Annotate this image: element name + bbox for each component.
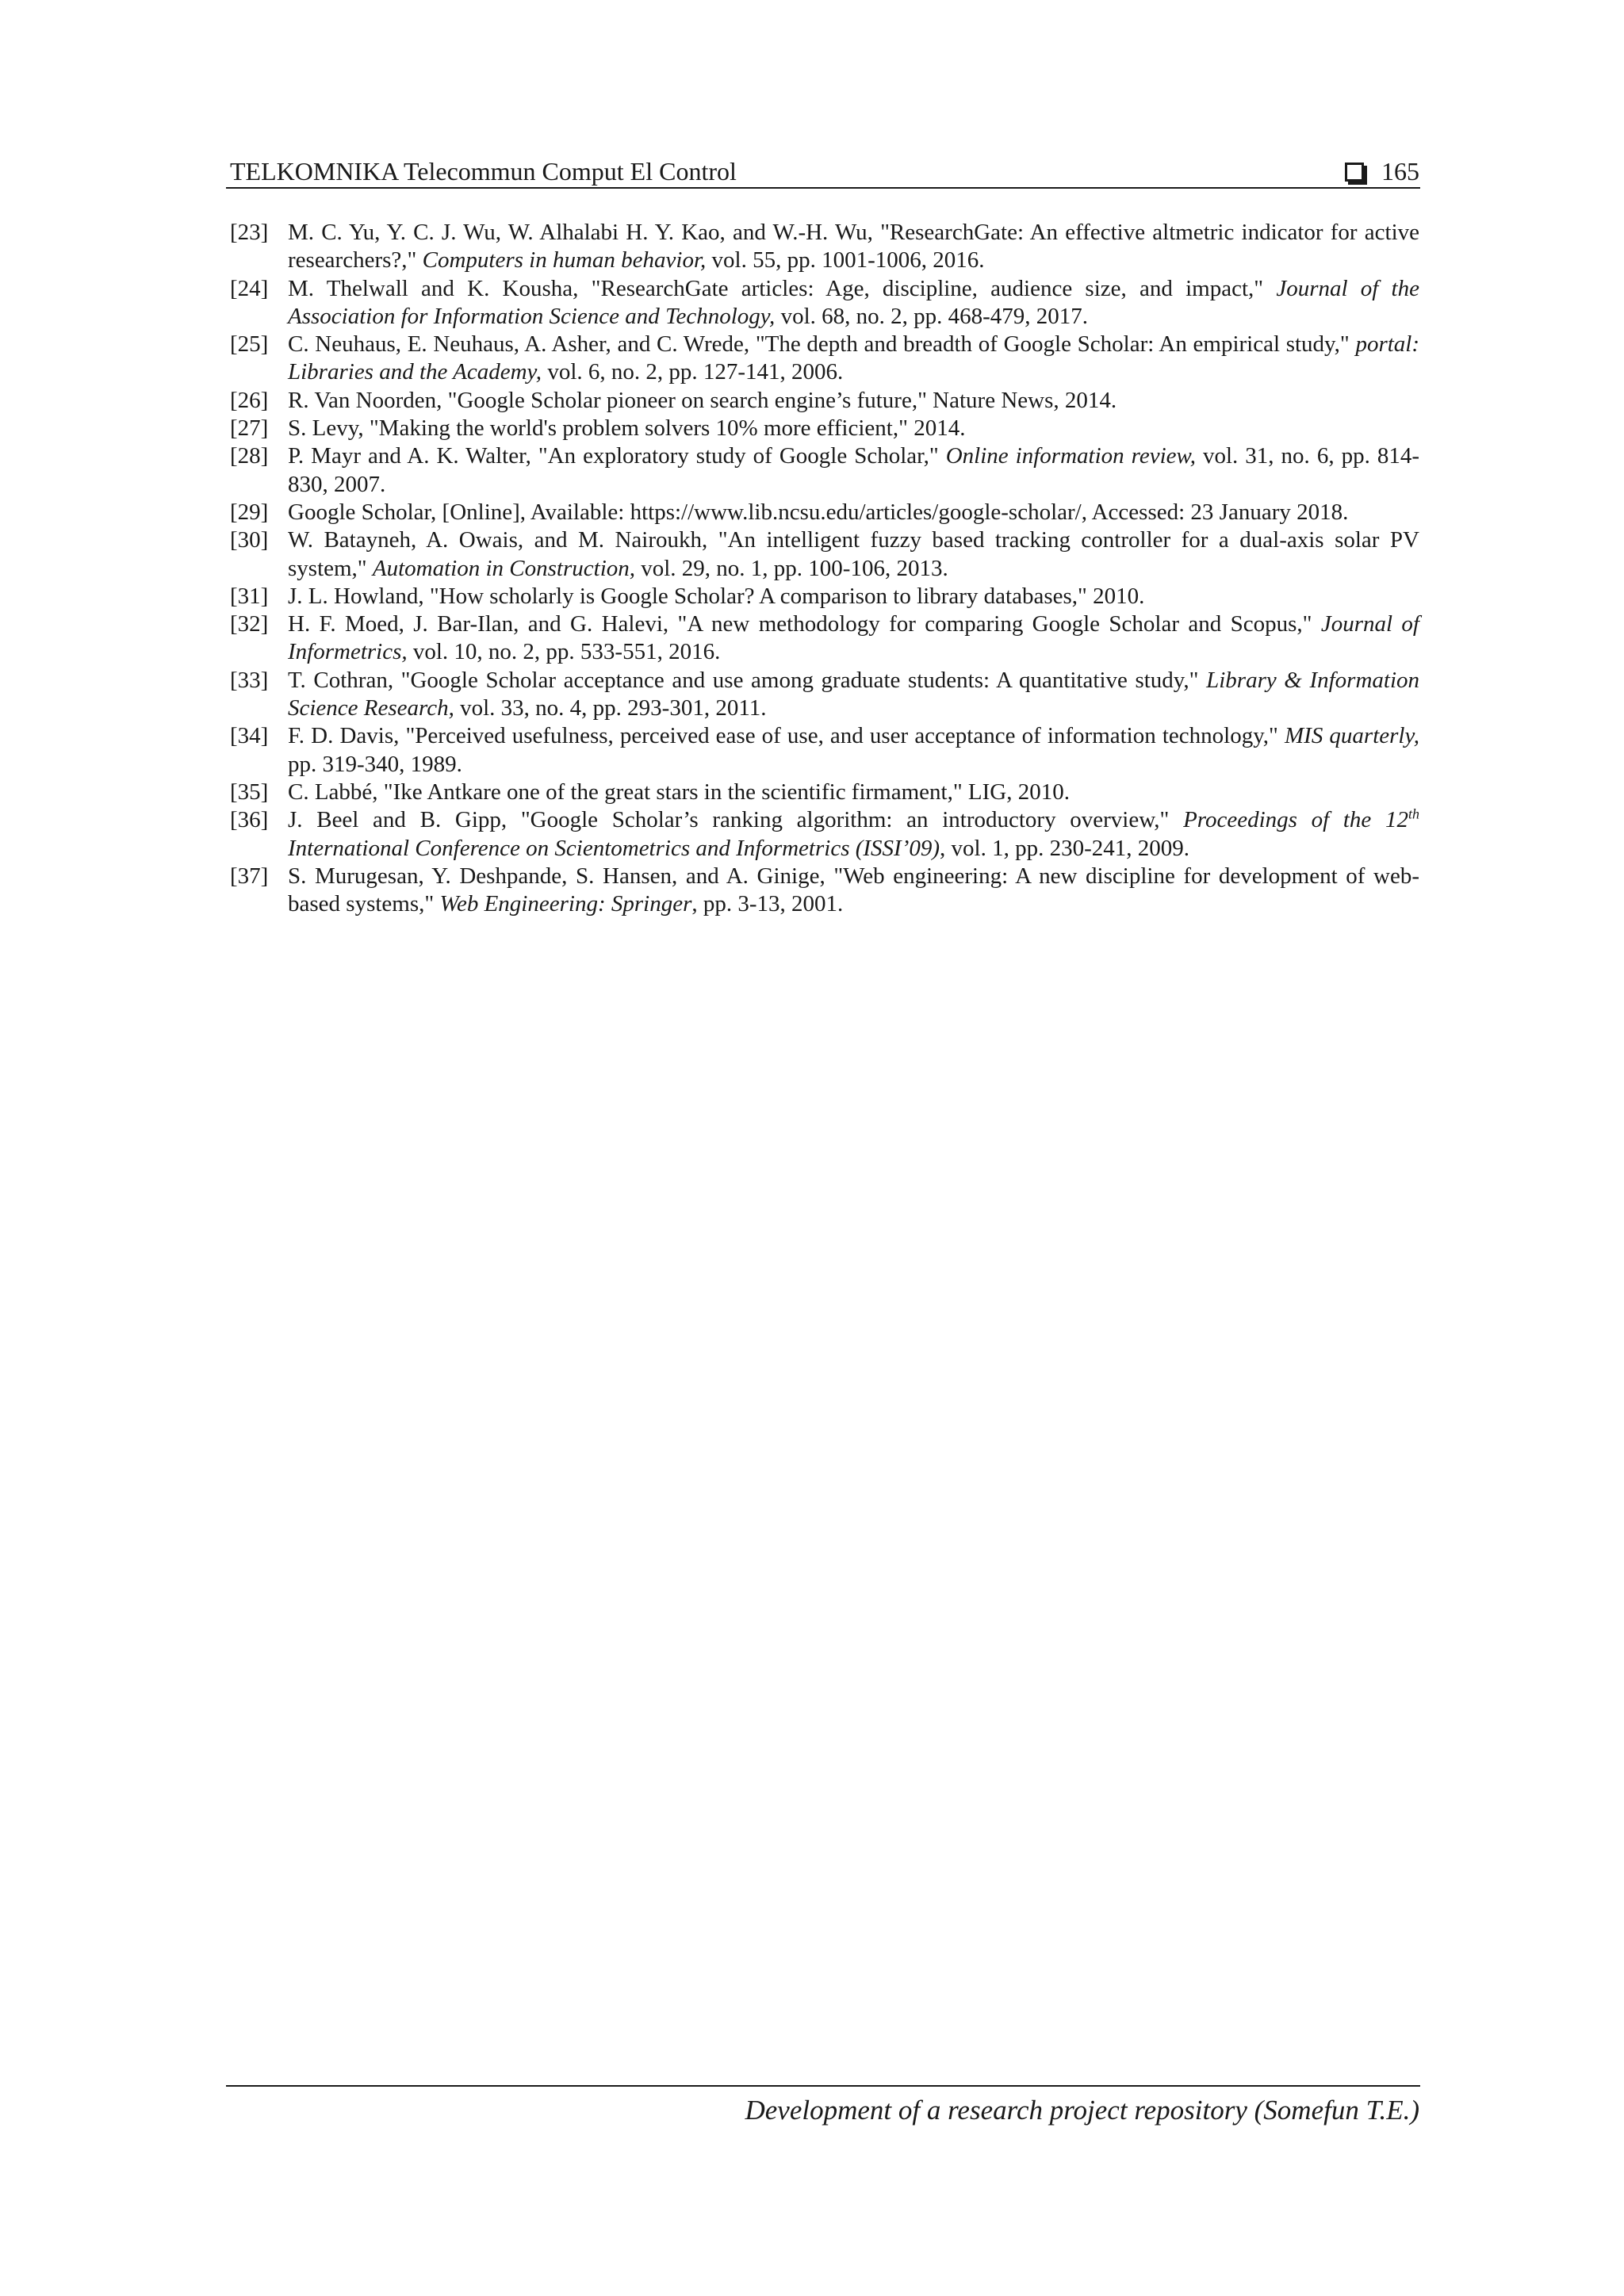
reference-source: Proceedings of the 12 [1183, 807, 1408, 833]
reference-number: [35] [230, 779, 269, 805]
reference-source: Web Engineering: Springer [439, 891, 692, 917]
reference-item [230, 583, 1419, 610]
journal-title: TELKOMNIKA Telecommun Comput El Control [230, 157, 737, 186]
reference-number: [25] [230, 331, 269, 358]
reference-details: vol. 55, pp. 1001-1006, 2016. [706, 247, 985, 274]
reference-source: Online information review, [945, 443, 1196, 469]
reference-item [230, 442, 1419, 499]
checkbox-square-icon [1345, 163, 1364, 182]
reference-text: J. Beel and B. Gipp, "Google Scholar’s ranking algorithm: an introductory overview," [288, 807, 1184, 833]
reference-details: vol. 33, no. 4, pp. 293-301, 2011. [454, 695, 767, 721]
reference-details: , vol. 1, pp. 230-241, 2009. [940, 835, 1189, 861]
reference-text: W. Batayneh, A. Owais, and M. Nairoukh, "An intelligent fuzzy based tracking controller for a dual-axis solar PV system," [288, 527, 1419, 581]
reference-number: [23] [230, 220, 269, 245]
reference-text: S. Murugesan, Y. Deshpande, S. Hansen, and A. Ginige, "Web engineering: A new discipline for development of web-based systems," [288, 863, 1419, 917]
reference-item [230, 526, 1419, 583]
reference-text: J. L. Howland, "How scholarly is Google Scholar? A comparison to library databases," 2010. [288, 583, 1145, 609]
reference-source-cont: International Conference on Scientometrics and Informetrics (ISSI’09) [288, 835, 940, 861]
reference-number: [27] [230, 415, 269, 442]
reference-number: [34] [230, 723, 269, 749]
page-number-block [1345, 155, 1419, 187]
reference-source: Journal of the Association for Information Science and Technology, [288, 275, 1419, 329]
reference-item [230, 331, 1419, 387]
page-number: 165 [1381, 157, 1419, 186]
reference-item [230, 863, 1419, 919]
reference-number: [29] [230, 499, 269, 525]
reference-item [230, 415, 1419, 442]
reference-details: vol. 6, no. 2, pp. 127-141, 2006. [542, 359, 844, 385]
reference-item [230, 722, 1419, 779]
reference-text: C. Neuhaus, E. Neuhaus, A. Asher, and C. Wrede, "The depth and breadth of Google Scholar: An empirical study," [288, 331, 1356, 358]
reference-source: portal: Libraries and the Academy, [288, 331, 1419, 385]
reference-item [230, 779, 1419, 806]
reference-source: Library & Information Science Research, [288, 667, 1419, 721]
reference-number: [31] [230, 583, 269, 609]
reference-number: [33] [230, 667, 269, 693]
reference-text: P. Mayr and A. K. Walter, "An exploratory study of Google Scholar," [288, 443, 946, 469]
reference-number: [30] [230, 527, 269, 553]
header-rule [226, 187, 1420, 189]
reference-list [230, 219, 1419, 918]
reference-details: vol. 68, no. 2, pp. 468-479, 2017. [775, 303, 1089, 329]
reference-item [230, 806, 1419, 863]
running-header [230, 155, 1419, 190]
reference-superscript: th [1408, 806, 1419, 822]
reference-source: MIS quarterly, [1285, 723, 1419, 749]
reference-details: pp. 319-340, 1989. [288, 751, 462, 777]
reference-item [230, 219, 1419, 275]
reference-item [230, 275, 1419, 331]
reference-item [230, 610, 1419, 667]
reference-number: [32] [230, 611, 269, 637]
reference-text: S. Levy, "Making the world's problem solvers 10% more efficient," 2014. [288, 415, 966, 442]
footer-rule [226, 2085, 1420, 2087]
reference-number: [36] [230, 807, 269, 833]
reference-text: M. Thelwall and K. Kousha, "ResearchGate articles: Age, discipline, audience size, and impact," [288, 275, 1277, 301]
reference-text: H. F. Moed, J. Bar-Ilan, and G. Halevi, "A new methodology for comparing Google Scholar and Scopus," [288, 611, 1321, 637]
reference-text: R. Van Noorden, "Google Scholar pioneer on search engine’s future," Nature News, 2014. [288, 387, 1117, 413]
reference-number: [37] [230, 863, 269, 889]
reference-details: vol. 10, no. 2, pp. 533-551, 2016. [407, 639, 721, 665]
reference-text: T. Cothran, "Google Scholar acceptance and use among graduate students: A quantitative study," [288, 667, 1207, 693]
reference-number: [28] [230, 443, 269, 469]
running-footer: Development of a research project repository (Somefun T.E.) [745, 2095, 1419, 2126]
reference-details: , pp. 3-13, 2001. [691, 891, 844, 917]
reference-source: Journal of Informetrics, [288, 611, 1419, 665]
reference-text: C. Labbé, "Ike Antkare one of the great stars in the scientific firmament," LIG, 2010. [288, 779, 1070, 805]
reference-details: vol. 29, no. 1, pp. 100-106, 2013. [635, 555, 948, 581]
reference-text: Google Scholar, [Online], Available: https://www.lib.ncsu.edu/articles/google-scholar/, Accessed: 23 January 2018. [288, 499, 1349, 525]
reference-details: vol. 31, no. 6, pp. 814-830, 2007. [288, 443, 1419, 497]
reference-number: [26] [230, 387, 269, 413]
reference-source: Automation in Construction, [372, 555, 635, 581]
reference-item [230, 667, 1419, 723]
reference-item [230, 499, 1419, 526]
reference-number: [24] [230, 275, 269, 301]
reference-item [230, 387, 1419, 415]
reference-source: Computers in human behavior, [422, 247, 707, 274]
reference-text: F. D. Davis, "Perceived usefulness, perceived ease of use, and user acceptance of information technology," [288, 723, 1285, 749]
reference-text: M. C. Yu, Y. C. J. Wu, W. Alhalabi H. Y. Kao, and W.-H. Wu, "ResearchGate: An effective altmetric indicator for active researchers?," [288, 220, 1419, 274]
